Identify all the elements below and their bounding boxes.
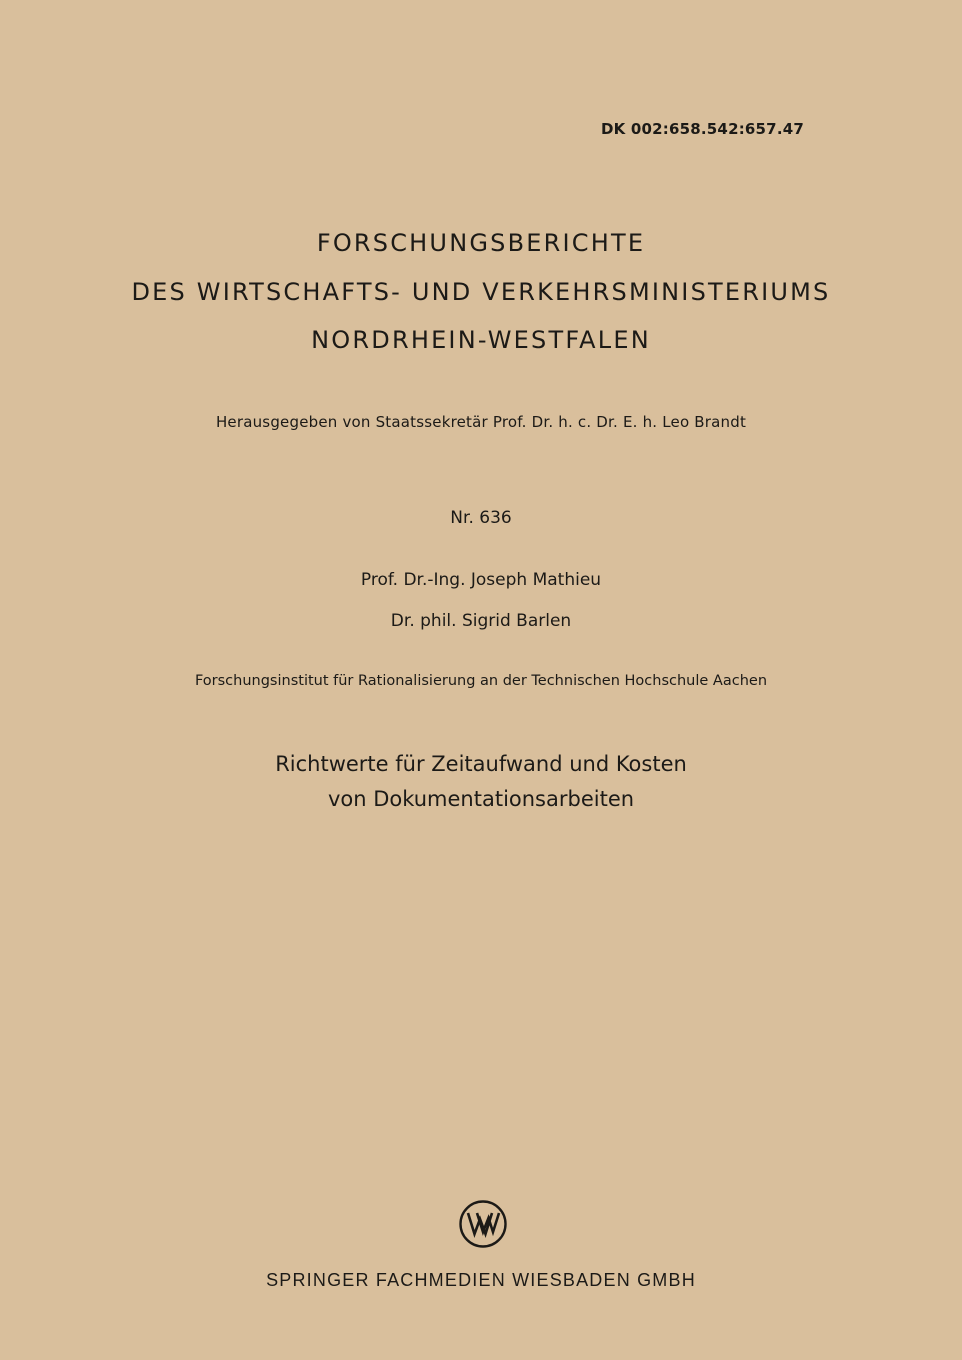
springer-vw-logo-icon	[458, 1199, 508, 1249]
report-number: Nr. 636	[450, 508, 512, 528]
series-title-line-2: DES WIRTSCHAFTS- UND VERKEHRSMINISTERIUMS	[131, 278, 831, 306]
book-title-line-1: Richtwerte für Zeitaufwand und Kosten	[275, 752, 687, 776]
series-title-line-3: NORDRHEIN-WESTFALEN	[311, 326, 651, 354]
publisher: SPRINGER FACHMEDIEN WIESBADEN GMBH	[266, 1270, 696, 1290]
series-title-line-1: FORSCHUNGSBERICHTE	[316, 229, 646, 257]
classification-code: DK 002:658.542:657.47	[600, 120, 804, 138]
author-1: Prof. Dr.-Ing. Joseph Mathieu	[360, 570, 602, 590]
book-title-line-2: von Dokumentationsarbeiten	[327, 787, 635, 811]
institute: Forschungsinstitut für Rationalisierung an der Technischen Hochschule Aachen	[194, 673, 768, 689]
author-2: Dr. phil. Sigrid Barlen	[390, 611, 572, 631]
editor-line: Herausgegeben von Staatssekretär Prof. Dr. h. c. Dr. E. h. Leo Brandt	[215, 413, 747, 431]
